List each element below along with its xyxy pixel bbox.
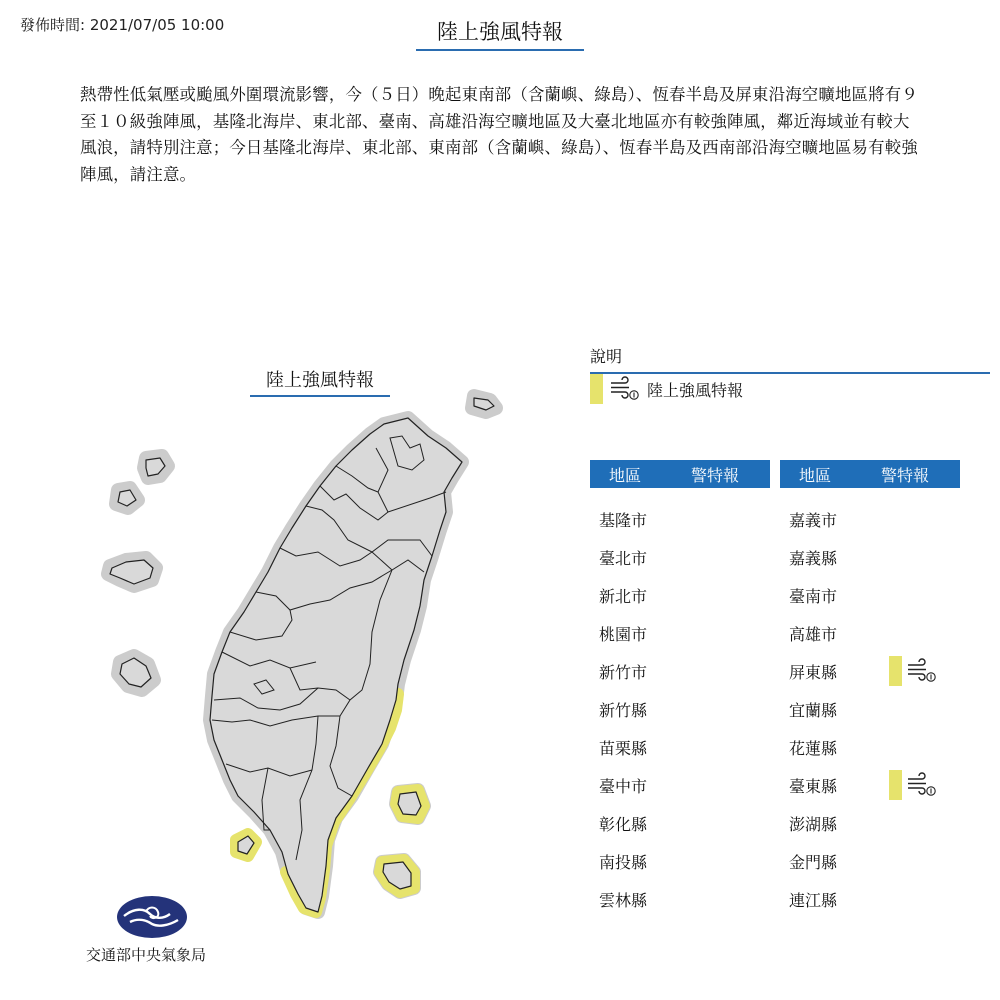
warning-swatch (889, 656, 902, 686)
strong-wind-icon (609, 376, 641, 402)
table-row (780, 766, 960, 804)
table-body (590, 500, 770, 918)
table-row (590, 880, 770, 918)
table-row (590, 728, 770, 766)
region-name: 宜蘭縣 (789, 700, 838, 720)
table-row (780, 842, 960, 880)
region-name: 雲林縣 (599, 890, 648, 910)
table-row (590, 766, 770, 804)
region-name: 連江縣 (789, 890, 838, 910)
warning-indicator (889, 770, 938, 800)
legend-swatch (590, 374, 603, 404)
warning-indicator (889, 656, 938, 686)
table-row (590, 576, 770, 614)
cwb-logo-icon (116, 894, 188, 940)
region-name: 臺南市 (789, 586, 838, 606)
page-title: 陸上強風特報 (416, 16, 584, 51)
header-warning: 警特報 (690, 465, 739, 485)
table-row (590, 804, 770, 842)
map-title: 陸上強風特報 (250, 366, 390, 397)
region-name: 新竹市 (599, 662, 648, 682)
table-row (780, 728, 960, 766)
region-name: 臺北市 (599, 548, 648, 568)
table-row (780, 538, 960, 576)
region-name: 新竹縣 (599, 700, 648, 720)
region-name: 苗栗縣 (599, 738, 648, 758)
legend-label: 陸上強風特報 (647, 380, 744, 400)
region-name: 嘉義市 (789, 510, 838, 530)
region-name: 臺中市 (599, 776, 648, 796)
table-row (590, 842, 770, 880)
region-name: 嘉義縣 (789, 548, 838, 568)
table-row (590, 690, 770, 728)
table-row (780, 804, 960, 842)
strong-wind-icon (906, 658, 938, 684)
table-row (780, 690, 960, 728)
region-name: 基隆市 (599, 510, 648, 530)
region-name: 彰化縣 (599, 814, 648, 834)
table-row (780, 614, 960, 652)
table-row (590, 538, 770, 576)
taiwan-map (90, 380, 510, 940)
table-row (780, 880, 960, 918)
region-name: 臺東縣 (789, 776, 838, 796)
table-header (590, 460, 770, 488)
strong-wind-icon (906, 772, 938, 798)
legend-title: 說明 (590, 344, 990, 374)
table-body (780, 500, 960, 918)
region-name: 新北市 (599, 586, 648, 606)
legend-item-strong-wind (590, 374, 743, 404)
table-row (590, 500, 770, 538)
region-name: 桃園市 (599, 624, 648, 644)
table-row (780, 500, 960, 538)
header-region: 地區 (608, 465, 641, 485)
agency-name: 交通部中央氣象局 (86, 946, 207, 964)
region-name: 屏東縣 (789, 662, 838, 682)
table-row (780, 652, 960, 690)
region-name: 花蓮縣 (789, 738, 838, 758)
issue-time: 發佈時間: 2021/07/05 10:00 (20, 16, 225, 34)
warning-swatch (889, 770, 902, 800)
region-name: 高雄市 (789, 624, 838, 644)
region-name: 金門縣 (789, 852, 838, 872)
table-row (590, 652, 770, 690)
region-name: 澎湖縣 (789, 814, 838, 834)
table-row (780, 576, 960, 614)
region-table-left (590, 460, 770, 918)
header-warning: 警特報 (880, 465, 929, 485)
table-header (780, 460, 960, 488)
bulletin-text: 熱帶性低氣壓或颱風外圍環流影響，今（５日）晚起東南部（含蘭嶼、綠島）、恆春半島及屏東沿海空曠地區將有９至１０級強陣風，基隆北海岸、東北部、臺南、高雄沿海空曠地區及大臺北地區亦有較強陣風，鄰近海域並有較大風浪，請特別注意；今日基隆北海岸、東北部、東南部（含蘭嶼、綠島）、恆春半島及西南部沿海空曠地區易有較強陣風，請注意。 (80, 85, 918, 184)
table-row (590, 614, 770, 652)
header-region: 地區 (798, 465, 831, 485)
region-table-right (780, 460, 960, 918)
region-name: 南投縣 (599, 852, 648, 872)
